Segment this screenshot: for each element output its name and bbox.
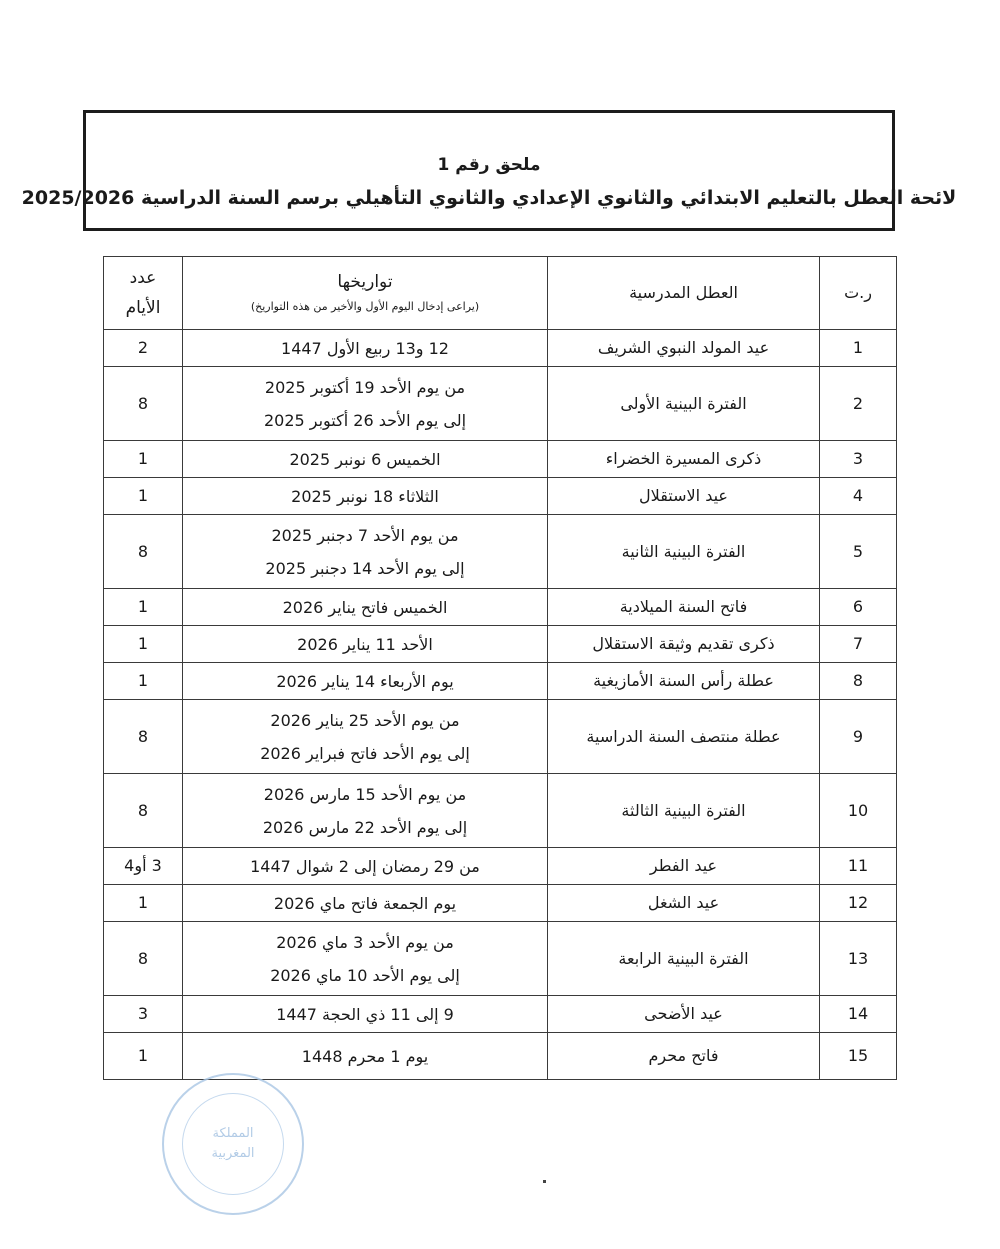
- days-count: 1: [104, 589, 183, 626]
- days-count: 8: [104, 515, 183, 589]
- date-line: إلى يوم الأحد 22 مارس 2026: [262, 817, 468, 837]
- holiday-name: عطلة منتصف السنة الدراسية: [548, 700, 820, 774]
- row-number: 4: [820, 478, 897, 515]
- holiday-name: ذكرى تقديم وثيقة الاستقلال: [548, 626, 820, 663]
- date-line: من يوم الأحد 25 يناير 2026: [270, 710, 460, 730]
- stamp-line-2: المغربية: [211, 1146, 255, 1161]
- table-header-row: [104, 257, 897, 330]
- holiday-name: عيد الفطر: [548, 848, 820, 885]
- stamp-line-1: المملكة: [212, 1126, 254, 1141]
- table-row: [104, 996, 897, 1033]
- table-row: [104, 663, 897, 700]
- column-header-dates: [183, 257, 548, 330]
- holiday-name: الفترة البينية الثالثة: [548, 774, 820, 848]
- date-line: من يوم الأحد 7 دجنبر 2025: [271, 525, 459, 545]
- column-header-days: [104, 257, 183, 330]
- row-number: 15: [820, 1033, 897, 1080]
- holiday-dates: [183, 663, 548, 700]
- row-number: 3: [820, 441, 897, 478]
- table-row: [104, 774, 897, 848]
- date-line: 9 إلى 11 ذي الحجة 1447: [276, 1004, 454, 1024]
- table-row: [104, 589, 897, 626]
- dates-header-note: (يراعى إدخال اليوم الأول والأخير من هذه التواريخ): [250, 300, 480, 313]
- days-count: 1: [104, 441, 183, 478]
- table-row: [104, 922, 897, 996]
- row-number: 10: [820, 774, 897, 848]
- days-count: 1: [104, 885, 183, 922]
- holiday-name: ذكرى المسيرة الخضراء: [548, 441, 820, 478]
- column-header-holiday: العطل المدرسية: [548, 257, 820, 330]
- document-title: لائحة العطل بالتعليم الابتدائي والثانوي الإعدادي والثانوي التأهيلي برسم السنة الدراسية 2025/2026: [21, 186, 957, 209]
- days-count: 3: [104, 996, 183, 1033]
- date-line: من يوم الأحد 15 مارس 2026: [263, 784, 467, 804]
- date-line: إلى يوم الأحد 26 أكتوبر 2025: [263, 410, 467, 430]
- column-header-number: ر.ت: [820, 257, 897, 330]
- row-number: 14: [820, 996, 897, 1033]
- holiday-name: فاتح السنة الميلادية: [548, 589, 820, 626]
- holiday-dates: [183, 848, 548, 885]
- holiday-name: الفترة البينية الأولى: [548, 367, 820, 441]
- days-header-line1: عدد: [129, 268, 157, 288]
- date-line: يوم الأربعاء 14 يناير 2026: [276, 671, 454, 691]
- annex-number: ملحق رقم 1: [437, 154, 541, 175]
- holiday-dates: [183, 774, 548, 848]
- days-count: 3 أو4: [104, 848, 183, 885]
- table-row: [104, 478, 897, 515]
- days-count: 1: [104, 478, 183, 515]
- holiday-dates: [183, 589, 548, 626]
- official-stamp: [162, 1073, 304, 1215]
- date-line: الثلاثاء 18 نونبر 2025: [291, 486, 439, 506]
- holiday-dates: [183, 478, 548, 515]
- holiday-name: عيد الأضحى: [548, 996, 820, 1033]
- row-number: 2: [820, 367, 897, 441]
- date-line: من يوم الأحد 19 أكتوبر 2025: [264, 377, 466, 397]
- holiday-dates: [183, 515, 548, 589]
- row-number: 11: [820, 848, 897, 885]
- row-number: 6: [820, 589, 897, 626]
- table-body: [104, 330, 897, 1080]
- holidays-table: [103, 256, 897, 1080]
- date-line: الأحد 11 يناير 2026: [297, 634, 433, 654]
- holiday-dates: [183, 441, 548, 478]
- days-header-line2: الأيام: [125, 298, 161, 318]
- holiday-name: فاتح محرم: [548, 1033, 820, 1080]
- days-count: 1: [104, 1033, 183, 1080]
- days-count: 1: [104, 626, 183, 663]
- days-count: 2: [104, 330, 183, 367]
- table-row: [104, 700, 897, 774]
- date-line: يوم الجمعة فاتح ماي 2026: [273, 893, 457, 913]
- row-number: 1: [820, 330, 897, 367]
- date-line: إلى يوم الأحد 14 دجنبر 2025: [265, 558, 465, 578]
- date-line: من يوم الأحد 3 ماي 2026: [276, 932, 454, 952]
- days-count: 8: [104, 700, 183, 774]
- table-row: [104, 1033, 897, 1080]
- row-number: 5: [820, 515, 897, 589]
- row-number: 9: [820, 700, 897, 774]
- holiday-dates: [183, 700, 548, 774]
- holiday-dates: [183, 330, 548, 367]
- date-line: إلى يوم الأحد 10 ماي 2026: [270, 965, 460, 985]
- table-row: [104, 330, 897, 367]
- date-line: يوم 1 محرم 1448: [301, 1046, 429, 1066]
- scan-speck: [543, 1180, 546, 1183]
- row-number: 12: [820, 885, 897, 922]
- holiday-name: الفترة البينية الثانية: [548, 515, 820, 589]
- table-row: [104, 367, 897, 441]
- days-count: 8: [104, 922, 183, 996]
- row-number: 13: [820, 922, 897, 996]
- holiday-dates: [183, 626, 548, 663]
- dates-header-label: تواريخها: [337, 272, 393, 292]
- date-line: إلى يوم الأحد فاتح فبراير 2026: [260, 743, 470, 763]
- date-line: 12 و13 ربيع الأول 1447: [281, 338, 449, 358]
- date-line: الخميس 6 نونبر 2025: [289, 449, 441, 469]
- holiday-name: الفترة البينية الرابعة: [548, 922, 820, 996]
- holiday-dates: [183, 922, 548, 996]
- row-number: 7: [820, 626, 897, 663]
- document-header-box: [21, 110, 957, 231]
- row-number: 8: [820, 663, 897, 700]
- table-row: [104, 441, 897, 478]
- holiday-name: عطلة رأس السنة الأمازيغية: [548, 663, 820, 700]
- holiday-name: عيد الشغل: [548, 885, 820, 922]
- holiday-name: عيد المولد النبوي الشريف: [548, 330, 820, 367]
- table-row: [104, 515, 897, 589]
- date-line: من 29 رمضان إلى 2 شوال 1447: [250, 856, 480, 876]
- days-count: 8: [104, 774, 183, 848]
- date-line: الخميس فاتح يناير 2026: [282, 597, 448, 617]
- stamp-inner-ring: [182, 1093, 284, 1195]
- table-row: [104, 848, 897, 885]
- table-row: [104, 885, 897, 922]
- days-count: 1: [104, 663, 183, 700]
- holiday-name: عيد الاستقلال: [548, 478, 820, 515]
- holiday-dates: [183, 367, 548, 441]
- days-count: 8: [104, 367, 183, 441]
- holiday-dates: [183, 885, 548, 922]
- holiday-dates: [183, 996, 548, 1033]
- table-row: [104, 626, 897, 663]
